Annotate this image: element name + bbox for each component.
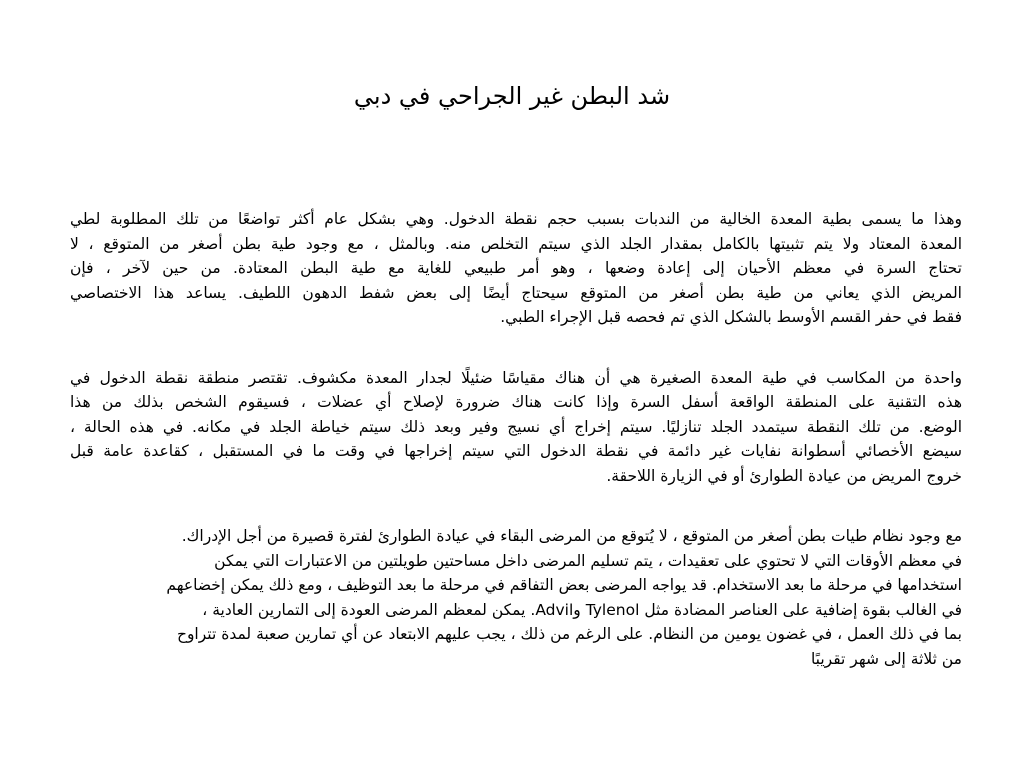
text-line: من ثلاثة إلى شهر تقريبًا — [810, 649, 962, 668]
text-line: في معظم الأوقات التي لا تحتوي على تعقيدات ، يتم تسليم المرضى داخل مساحتين طويلتين من الاعتبارات التي يمكن — [214, 551, 962, 570]
text-line: استخدامها في مرحلة ما بعد الاستخدام. قد يواجه المرضى بعض التفاقم في مرحلة ما بعد التوظيف ، ومع ذلك يمكن إخضاعهم — [166, 576, 962, 594]
paragraph-3 — [70, 524, 962, 671]
text-line: فقط في حفر القسم الأوسط بالشكل الذي تم فحصه قبل الإجراء الطبي. — [500, 308, 962, 326]
text-line: المعدة المعتاد ولا يتم تثبيتها بالكامل بمقدار الجلد الذي سيتم التخلص منه. وبالمثل ، مع وجود طية بطن أصغر من المتوقع ، لا — [70, 234, 962, 253]
text-line: الوضع. من تلك النقطة سيتمدد الجلد تنازليًا. سيتم إخراج أي نسيج وفير وبعد ذلك سيتم خياطة الجلد في مكانه. في هذه الحالة ، — [70, 417, 962, 436]
text-line: هذه التقنية على المنطقة الواقعة أسفل السرة وإذا كانت هناك ضرورة لإصلاح أي عضلات ، فسيقوم الشخص بذلك من هذا — [70, 393, 962, 411]
slide-title: شد البطن غير الجراحي في دبي — [353, 82, 671, 110]
slide-body — [70, 207, 962, 707]
text-line: بما في ذلك العمل ، في غضون يومين من النظام. على الرغم من ذلك ، يجب عليهم الابتعاد عن أي تمارين صعبة لمدة تتراوح — [176, 625, 962, 643]
text-line: في الغالب بقوة إضافية على العناصر المضادة مثل Tylenol وAdvil. يمكن لمعظم المرضى العودة إلى التمارين العادية ، — [202, 600, 962, 619]
paragraph-2 — [70, 366, 962, 489]
text-line: مع وجود نظام طيات بطن أصغر من المتوقع ، لا يُتوقع من المرضى البقاء في عيادة الطوارئ لفترة قصيرة من أجل الإدراك. — [181, 527, 962, 545]
text-line: تحتاج السرة في معظم الأحيان إلى إعادة وضعها ، وهو أمر طبيعي للغاية مع طية البطن المعتادة. من حين لآخر ، فإن — [70, 259, 962, 277]
text-line: خروج المريض من عيادة الطوارئ أو في الزيارة اللاحقة. — [606, 466, 962, 485]
text-line: وهذا ما يسمى بطية المعدة الخالية من الندبات بسبب حجم نقطة الدخول. وهي بشكل عام أكثر تواضعًا من تلك المطلوبة لطي — [70, 210, 962, 228]
text-line: واحدة من المكاسب في طية المعدة الصغيرة هي أن هناك مقياسًا ضئيلًا لجدار المعدة مكشوف. تقتصر منطقة نقطة الدخول في — [70, 368, 962, 387]
text-line: المريض الذي يعاني من طية بطن أصغر من المتوقع سيحتاج أيضًا إلى بعض شفط الدهون اللطيف. يساعد هذا الاختصاصي — [70, 283, 962, 302]
paragraph-1 — [70, 207, 962, 330]
text-line: سيضع الأخصائي أسطوانة نفايات غير دائمة في نقطة الدخول التي سيتم إخراجها في وقت ما في المستقبل ، كقاعدة عامة قبل — [70, 442, 962, 460]
